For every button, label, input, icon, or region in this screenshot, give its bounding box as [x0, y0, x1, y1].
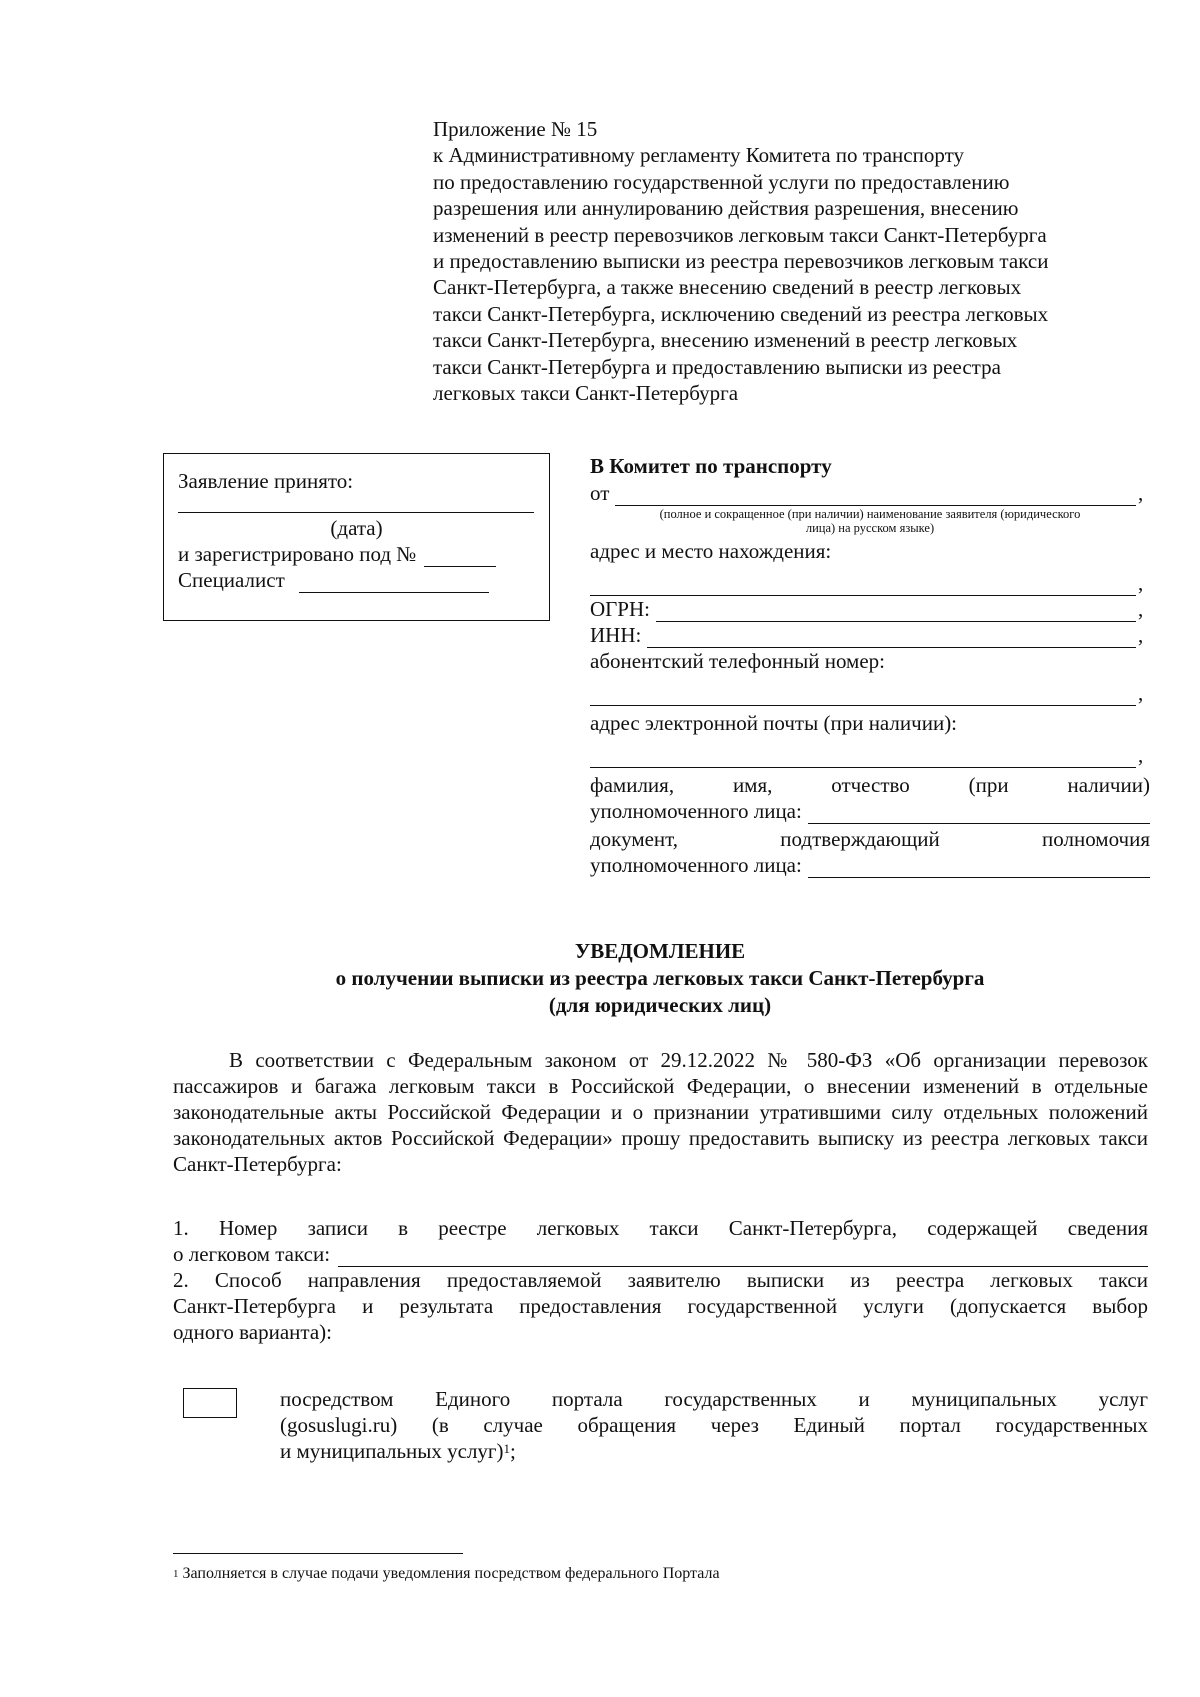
phone-field[interactable] [590, 685, 1136, 706]
notice-heading [160, 938, 1160, 1019]
doc-end-label: уполномоченного лица: [590, 853, 802, 877]
appendix-line: такси Санкт-Петербурга, исключению сведений из реестра легковых [433, 301, 1049, 326]
footnote-divider [173, 1553, 463, 1554]
receipt-title: Заявление принято: [178, 469, 354, 493]
recipient-title: В Комитет по транспорту [590, 454, 832, 478]
item-2-line: 2. Способ направления предоставляемой заявителю выписки из реестра легковых такси [173, 1268, 1148, 1292]
option-line: посредством Единого портала государственных и муниципальных услуг [280, 1387, 1148, 1411]
footnote-ref: 1 [503, 1441, 511, 1456]
body-paragraph: В соответствии с Федеральным законом от 29.12.2022 № 580-ФЗ «Об организации перевозок пассажиров и багажа легковым такси в Российской Федерации, о внесении изменений в отдельные законодательные акты Российской Федерации и о признании утратившими силу отдельных положений законодательных актов Российской Федерации» прошу предоставить выписку из реестра легковых такси Санкт-Петербурга: [173, 1048, 1148, 1176]
registration-number-field[interactable] [424, 546, 496, 567]
phone-label: абонентский телефонный номер: [590, 649, 886, 673]
notice-subtitle-2: (для юридических лиц) [548, 993, 772, 1017]
applicant-block: В Комитет по транспорту от , (полное и сокращенное (при наличии) наименование заявителя (юридического лица) на русском языке) адрес и место нахождения: , ОГРН: , ИНН: , абонентский телефонный номер: , адрес электронной почты (при наличии): , фамилия, имя, отчество (при наличии) уполномоченного лица: документ, подтверждающий полномочия уполномоченного лица: [590, 454, 1150, 877]
fio-end-label: уполномоченного лица: [590, 799, 802, 823]
item-2-line: Санкт-Петербурга и результата предоставления государственной услуги (допускается выбор [173, 1294, 1148, 1318]
applicant-name-caption: (полное и сокращенное (при наличии) наименование заявителя (юридического лица) на русском языке) [659, 507, 1081, 535]
appendix-line: такси Санкт-Петербурга, внесению изменений в реестр легковых [433, 328, 1018, 353]
address-field[interactable] [590, 575, 1136, 596]
option-line: (gosuslugi.ru) (в случае обращения через Единый портал государственных [280, 1413, 1148, 1437]
representative-name-field[interactable] [808, 803, 1150, 824]
appendix-header [433, 116, 1153, 406]
appendix-line: изменений в реестр перевозчиков легковым такси Санкт-Петербурга [433, 222, 1047, 247]
appendix-line: легковых такси Санкт-Петербурга [433, 381, 739, 406]
gosuslugi-checkbox[interactable] [183, 1388, 237, 1418]
email-label: адрес электронной почты (при наличии): [590, 711, 958, 735]
item-1-end: о легковом такси: [173, 1242, 331, 1266]
authority-document-field[interactable] [808, 857, 1150, 878]
footnote: $^1$ Заполняется в случае подачи уведомления посредством федерального Портала [173, 1565, 720, 1582]
authority-doc-label: документ, подтверждающий полномочия [590, 827, 1150, 851]
item-2-end: одного варианта): [173, 1320, 332, 1344]
address-label: адрес и место нахождения: [590, 539, 832, 563]
option-line-end: и муниципальных услуг)$^1$; [280, 1439, 516, 1463]
appendix-line: по предоставлению государственной услуги по предоставлению [433, 169, 1010, 194]
appendix-line: Санкт-Петербурга, а также внесению сведений в реестр легковых [433, 275, 1022, 300]
item-1-line: 1. Номер записи в реестре легковых такси Санкт-Петербурга, содержащей сведения [173, 1216, 1148, 1240]
appendix-line: такси Санкт-Петербурга и предоставлению выписки из реестра [433, 354, 1001, 379]
receipt-date-caption: (дата) [330, 516, 383, 540]
notice-subtitle: о получении выписки из реестра легковых такси Санкт-Петербурга [335, 966, 985, 990]
email-field[interactable] [590, 747, 1136, 768]
registry-record-number-field[interactable] [338, 1246, 1148, 1267]
from-label: от [590, 481, 610, 505]
appendix-line: Приложение № 15 [433, 117, 598, 141]
inn-field[interactable] [647, 627, 1136, 648]
specialist-field[interactable] [299, 572, 489, 593]
request-items [173, 1215, 1148, 1345]
inn-label: ИНН: [590, 623, 642, 647]
receipt-box [163, 453, 550, 621]
appendix-line: и предоставлению выписки из реестра перевозчиков легковым такси [433, 249, 1049, 274]
ogrn-field[interactable] [656, 601, 1136, 622]
appendix-line: разрешения или аннулированию действия разрешения, внесению [433, 196, 1019, 221]
receipt-specialist-label: Специалист [178, 568, 285, 592]
applicant-name-field[interactable] [615, 485, 1136, 506]
fio-label: фамилия, имя, отчество (при наличии) [590, 773, 1150, 797]
receipt-date-field[interactable] [178, 494, 534, 513]
receipt-registered-label: и зарегистрировано под № [178, 542, 417, 566]
ogrn-label: ОГРН: [590, 597, 650, 621]
appendix-line: к Административному регламенту Комитета по транспорту [433, 143, 964, 168]
notice-title: УВЕДОМЛЕНИЕ [574, 939, 746, 963]
